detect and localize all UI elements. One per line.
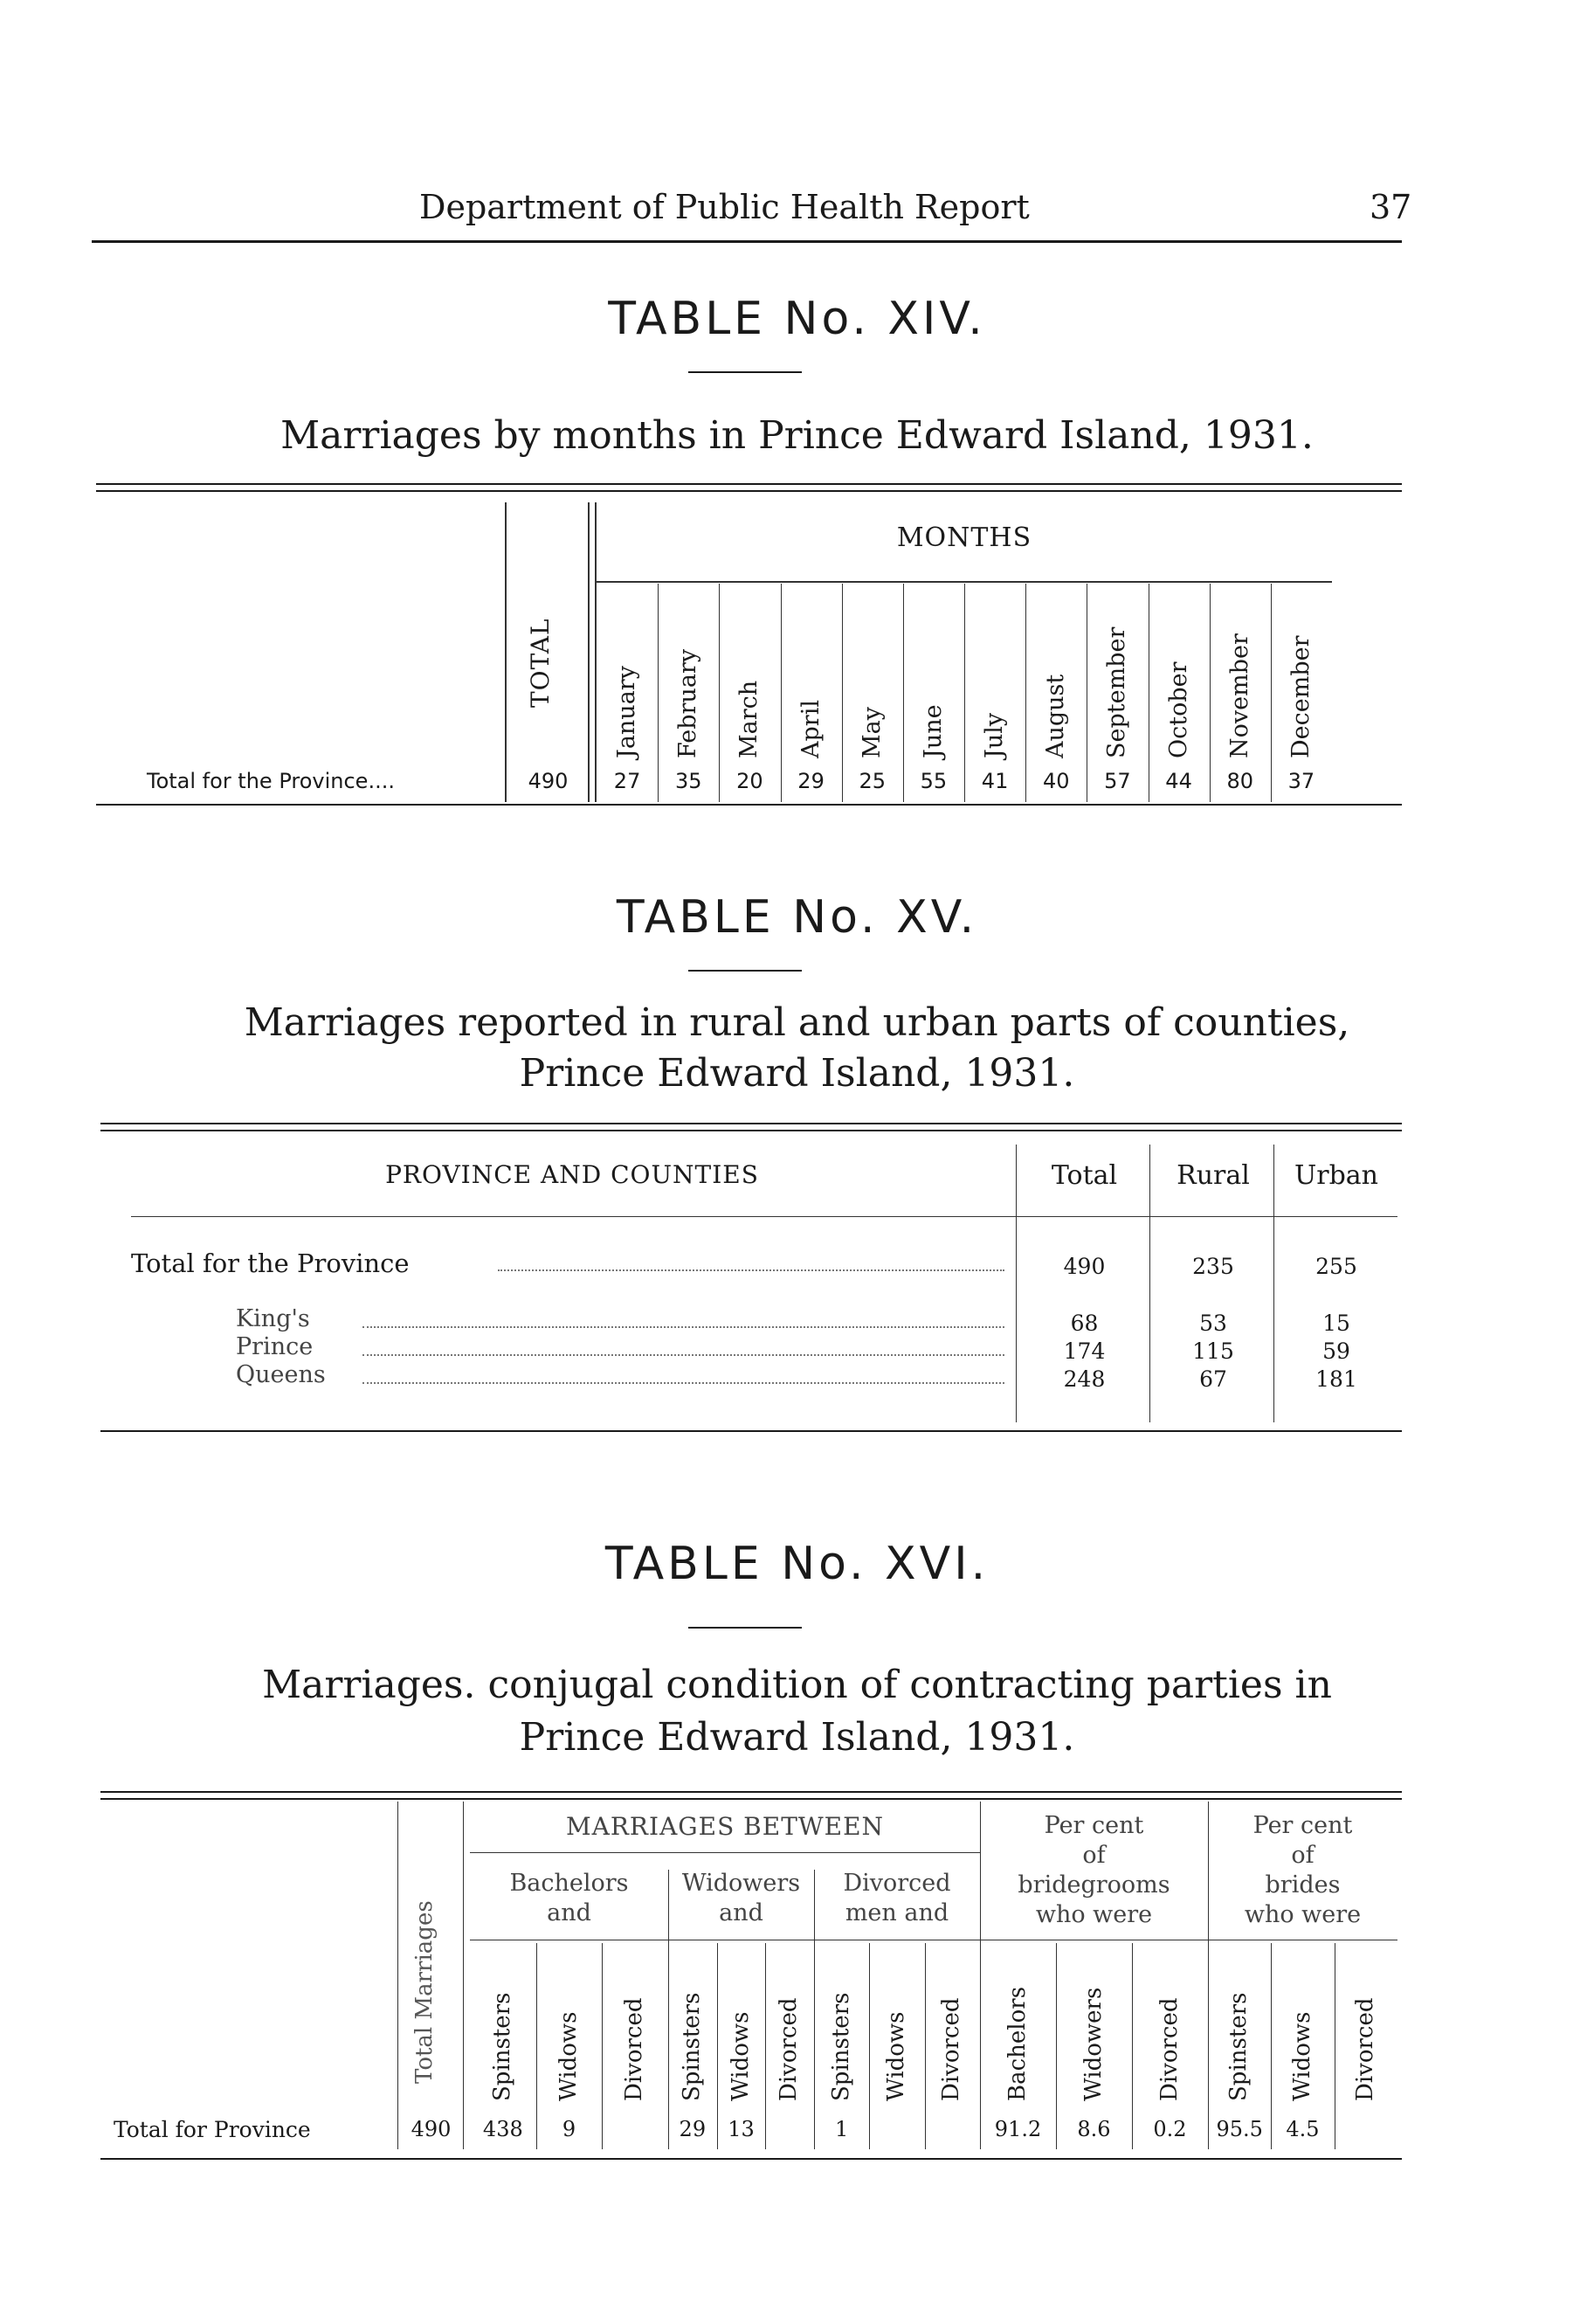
- table15-row-label: Prince: [236, 1333, 314, 1360]
- table16-subcol-label: Widows: [555, 2011, 582, 2101]
- table16-subtitle-line1: Marriages. conjugal condition of contracting parties in: [262, 1663, 1332, 1707]
- table14-month-value: 41: [981, 769, 1009, 793]
- table16-value: 13: [728, 2117, 755, 2141]
- table14-month-label: May: [858, 707, 886, 758]
- table16-vline: [765, 1943, 766, 2149]
- table16-group-label: Widowers: [681, 1870, 801, 1897]
- table15-row-label: Queens: [236, 1361, 326, 1388]
- table16-group-label: Bachelors: [509, 1870, 629, 1897]
- table15-leader-dots: [362, 1326, 1004, 1328]
- table16-subcol-label: Divorced: [776, 1997, 803, 2101]
- table14-month-label: November: [1225, 633, 1253, 758]
- table15-row-label: King's: [236, 1305, 310, 1332]
- table16-title: TABLE No. XVI.: [604, 1538, 990, 1590]
- table16-subtitle-line2: Prince Edward Island, 1931.: [519, 1715, 1075, 1760]
- table15-title: TABLE No. XV.: [616, 891, 978, 944]
- table15-bottom-rule: [100, 1430, 1402, 1432]
- table15-rural-value: 235: [1192, 1254, 1234, 1279]
- table16-subcol-label: Widows: [727, 2011, 754, 2101]
- table14-month-value: 57: [1104, 769, 1131, 793]
- table16-subcol-label: Spinsters: [488, 1992, 515, 2101]
- table16-group-label: and: [719, 1899, 763, 1926]
- table14-subtitle: Marriages by months in Prince Edward Island, 1931.: [280, 413, 1314, 458]
- table16-value: 8.6: [1077, 2117, 1111, 2141]
- table16-value: 29: [679, 2117, 707, 2141]
- table15-head-rule: [131, 1216, 1397, 1217]
- table16-pct-label: who were: [1035, 1901, 1153, 1928]
- table14-month-label: October: [1164, 661, 1192, 758]
- table16-subcol-label: Divorced: [1351, 1997, 1378, 2101]
- table16-pct-label: bridegrooms: [1018, 1871, 1170, 1899]
- table16-value: 91.2: [994, 2117, 1042, 2141]
- table14-title-rule: [688, 371, 802, 373]
- table15-total-value: 248: [1063, 1366, 1106, 1392]
- table15-col-total: Total: [1051, 1160, 1118, 1191]
- table16-subcol-label: Divorced: [621, 1997, 648, 2101]
- table16-group-label: Divorced: [843, 1870, 951, 1897]
- table15-total-value: 174: [1063, 1338, 1106, 1364]
- table16-top-rule-2: [100, 1798, 1402, 1800]
- table16-bottom-rule: [100, 2158, 1402, 2160]
- table14-month-label: June: [919, 704, 947, 758]
- table15-leader-dots: [498, 1269, 1004, 1271]
- table15-col-head: PROVINCE AND COUNTIES: [385, 1160, 759, 1189]
- table14-month-label: July: [981, 712, 1009, 758]
- table14-month-label: January: [613, 666, 641, 758]
- table14-row-label: Total for the Province....: [147, 769, 395, 793]
- table16-subcol-label: Spinsters: [827, 1992, 854, 2101]
- table15-col-rural: Rural: [1177, 1160, 1250, 1191]
- table16-subcol-label: Widows: [883, 2011, 909, 2101]
- table16-value: 9: [562, 2117, 576, 2141]
- table15-rural-value: 115: [1192, 1338, 1234, 1364]
- table16-group-label: and: [547, 1899, 591, 1926]
- table15-vline: [1016, 1145, 1017, 1422]
- table14-month-label: December: [1287, 635, 1315, 758]
- table16-value: 95.5: [1216, 2117, 1263, 2141]
- table15-urban-value: 15: [1322, 1311, 1350, 1336]
- table16-total-value: 490: [411, 2117, 452, 2141]
- header-rule: [92, 240, 1402, 243]
- table16-row-label: Total for Province: [114, 2117, 311, 2142]
- table16-between-rule: [470, 1852, 980, 1853]
- table16-pct-label: brides: [1265, 1871, 1341, 1899]
- table16-vline: [602, 1943, 603, 2149]
- table14-month-value: 37: [1287, 769, 1315, 793]
- table14-month-value: 25: [859, 769, 886, 793]
- table16-subcol-label: Widowers: [1080, 1987, 1107, 2101]
- table16-between-label: MARRIAGES BETWEEN: [565, 1812, 885, 1841]
- table15-row-label: Total for the Province: [131, 1248, 410, 1278]
- table14-month-label: August: [1042, 674, 1070, 758]
- table14-vline: [505, 502, 507, 802]
- table16-pct-label: who were: [1244, 1901, 1362, 1928]
- table16-vline: [397, 1802, 398, 2149]
- table14-month-label: February: [674, 648, 702, 758]
- table16-vline: [925, 1943, 926, 2149]
- table14-total-value: 490: [528, 769, 569, 793]
- table16-value: 1: [835, 2117, 849, 2141]
- table16-pct-label: Per cent: [1252, 1812, 1353, 1839]
- table14-months-label: MONTHS: [896, 522, 1032, 553]
- table14-month-value: 55: [920, 769, 948, 793]
- table14-month-value: 27: [613, 769, 641, 793]
- table15-leader-dots: [362, 1354, 1004, 1356]
- table15-rural-value: 67: [1199, 1366, 1227, 1392]
- table14-top-rule: [96, 483, 1402, 485]
- table15-title-rule: [688, 970, 802, 972]
- table16-total-marriages-label: Total Marriages: [411, 1900, 438, 2084]
- table16-pct-label: of: [1291, 1842, 1315, 1869]
- table14-month-label: April: [797, 700, 825, 758]
- table16-top-rule: [100, 1791, 1402, 1793]
- table15-rural-value: 53: [1199, 1311, 1227, 1336]
- table16-value: 0.2: [1153, 2117, 1187, 2141]
- table14-month-value: 80: [1226, 769, 1253, 793]
- table15-total-value: 68: [1070, 1311, 1099, 1336]
- table14-top-rule-2: [96, 490, 1402, 492]
- table16-pct-label: Per cent: [1044, 1812, 1144, 1839]
- table16-subcol-label: Widows: [1288, 2011, 1315, 2101]
- table16-title-rule: [688, 1627, 802, 1629]
- table15-urban-value: 59: [1322, 1338, 1350, 1364]
- table15-subtitle-line2: Prince Edward Island, 1931.: [519, 1051, 1075, 1096]
- table14-month-value: 44: [1165, 769, 1192, 793]
- table16-vline: [463, 1802, 464, 2149]
- table16-subcol-label: Divorced: [1156, 1997, 1183, 2101]
- table15-urban-value: 255: [1315, 1254, 1357, 1279]
- table14-total-label: TOTAL: [526, 618, 555, 708]
- table15-col-urban: Urban: [1294, 1160, 1379, 1191]
- table16-subcol-label: Spinsters: [1225, 1992, 1252, 2101]
- table14-month-label: September: [1103, 626, 1131, 758]
- page-number: 37: [1370, 188, 1412, 226]
- table15-total-value: 490: [1063, 1254, 1106, 1279]
- table16-value: 4.5: [1286, 2117, 1320, 2141]
- table16-vline: [869, 1943, 870, 2149]
- table16-pct-label: of: [1082, 1842, 1106, 1869]
- table14-month-value: 40: [1042, 769, 1070, 793]
- table16-group-label: men and: [845, 1899, 949, 1926]
- table15-top-rule-2: [100, 1130, 1402, 1131]
- table14-months-rule: [597, 581, 1332, 583]
- table14-month-value: 29: [797, 769, 825, 793]
- table16-subcol-label: Bachelors: [1004, 1986, 1031, 2101]
- running-header: Department of Public Health Report: [419, 188, 1030, 226]
- table16-value: 438: [482, 2117, 523, 2141]
- table15-top-rule: [100, 1123, 1402, 1124]
- table14-month-value: 20: [736, 769, 763, 793]
- table15-subtitle-line1: Marriages reported in rural and urban parts of counties,: [244, 1000, 1350, 1045]
- table14-month-label: March: [735, 680, 763, 758]
- table14-bottom-rule: [96, 804, 1402, 806]
- table15-leader-dots: [362, 1382, 1004, 1384]
- table16-subcol-label: Spinsters: [678, 1992, 705, 2101]
- table15-urban-value: 181: [1315, 1366, 1357, 1392]
- table14-vline: [588, 502, 590, 802]
- table14-month-value: 35: [674, 769, 702, 793]
- table16-subcol-label: Divorced: [938, 1997, 965, 2101]
- table14-title: TABLE No. XIV.: [608, 293, 986, 345]
